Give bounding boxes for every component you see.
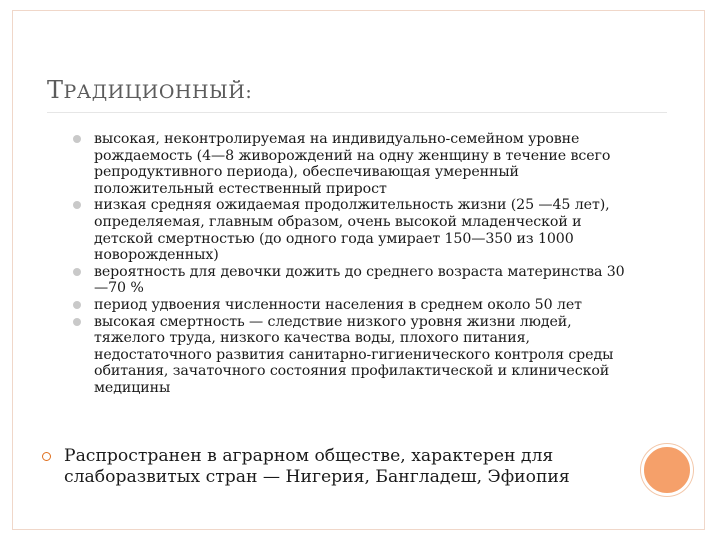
decorative-circle: [641, 444, 693, 496]
list-item-text: низкая средняя ожидаемая продолжительность жизни (25 —45 лет), определяемая, главным образом, очень высокой младенческой и детской смертностью (до одного года умирает 150—350 из 1000 новорожденных): [94, 197, 610, 264]
title-divider: [47, 112, 667, 113]
main-statement-text: Распространен в аграрном обществе, характерен для слаборазвитых стран — Нигерия, Бангладеш, Эфиопия: [64, 446, 570, 487]
bullet-dot-icon: [73, 135, 81, 143]
list-item: [72, 314, 632, 397]
list-item-text: высокая смертность — следствие низкого уровня жизни людей, тяжелого труда, низкого качества воды, плохого питания, недостаточного развития санитарно-гигиенического контроля среды обитания, зачаточного состояния профилактической и клинической медицины: [94, 313, 614, 396]
bullet-dot-icon: [73, 301, 81, 309]
title-rest: РАДИЦИОННЫЙ:: [63, 81, 253, 103]
characteristics-list: [72, 131, 632, 397]
main-statement: [42, 446, 642, 488]
list-item: [72, 131, 632, 197]
bullet-dot-icon: [73, 318, 81, 326]
list-item: [72, 264, 632, 297]
title-initial: Т: [47, 76, 64, 104]
bullet-dot-icon: [73, 268, 81, 276]
ring-bullet-icon: [42, 452, 51, 461]
list-item: [72, 297, 632, 314]
list-item-text: период удвоения численности населения в среднем около 50 лет: [94, 296, 582, 313]
slide-title: [47, 76, 252, 104]
list-item-text: вероятность для девочки дожить до среднего возраста материнства 30—70 %: [94, 263, 625, 297]
bullet-dot-icon: [73, 201, 81, 209]
list-item: [72, 197, 632, 263]
list-item-text: высокая, неконтролируемая на индивидуально-семейном уровне рождаемость (4—8 живорождений на одну женщину в течение всего репродуктивного периода), обеспечивающая умеренный положительный естественный прирост: [94, 131, 611, 197]
